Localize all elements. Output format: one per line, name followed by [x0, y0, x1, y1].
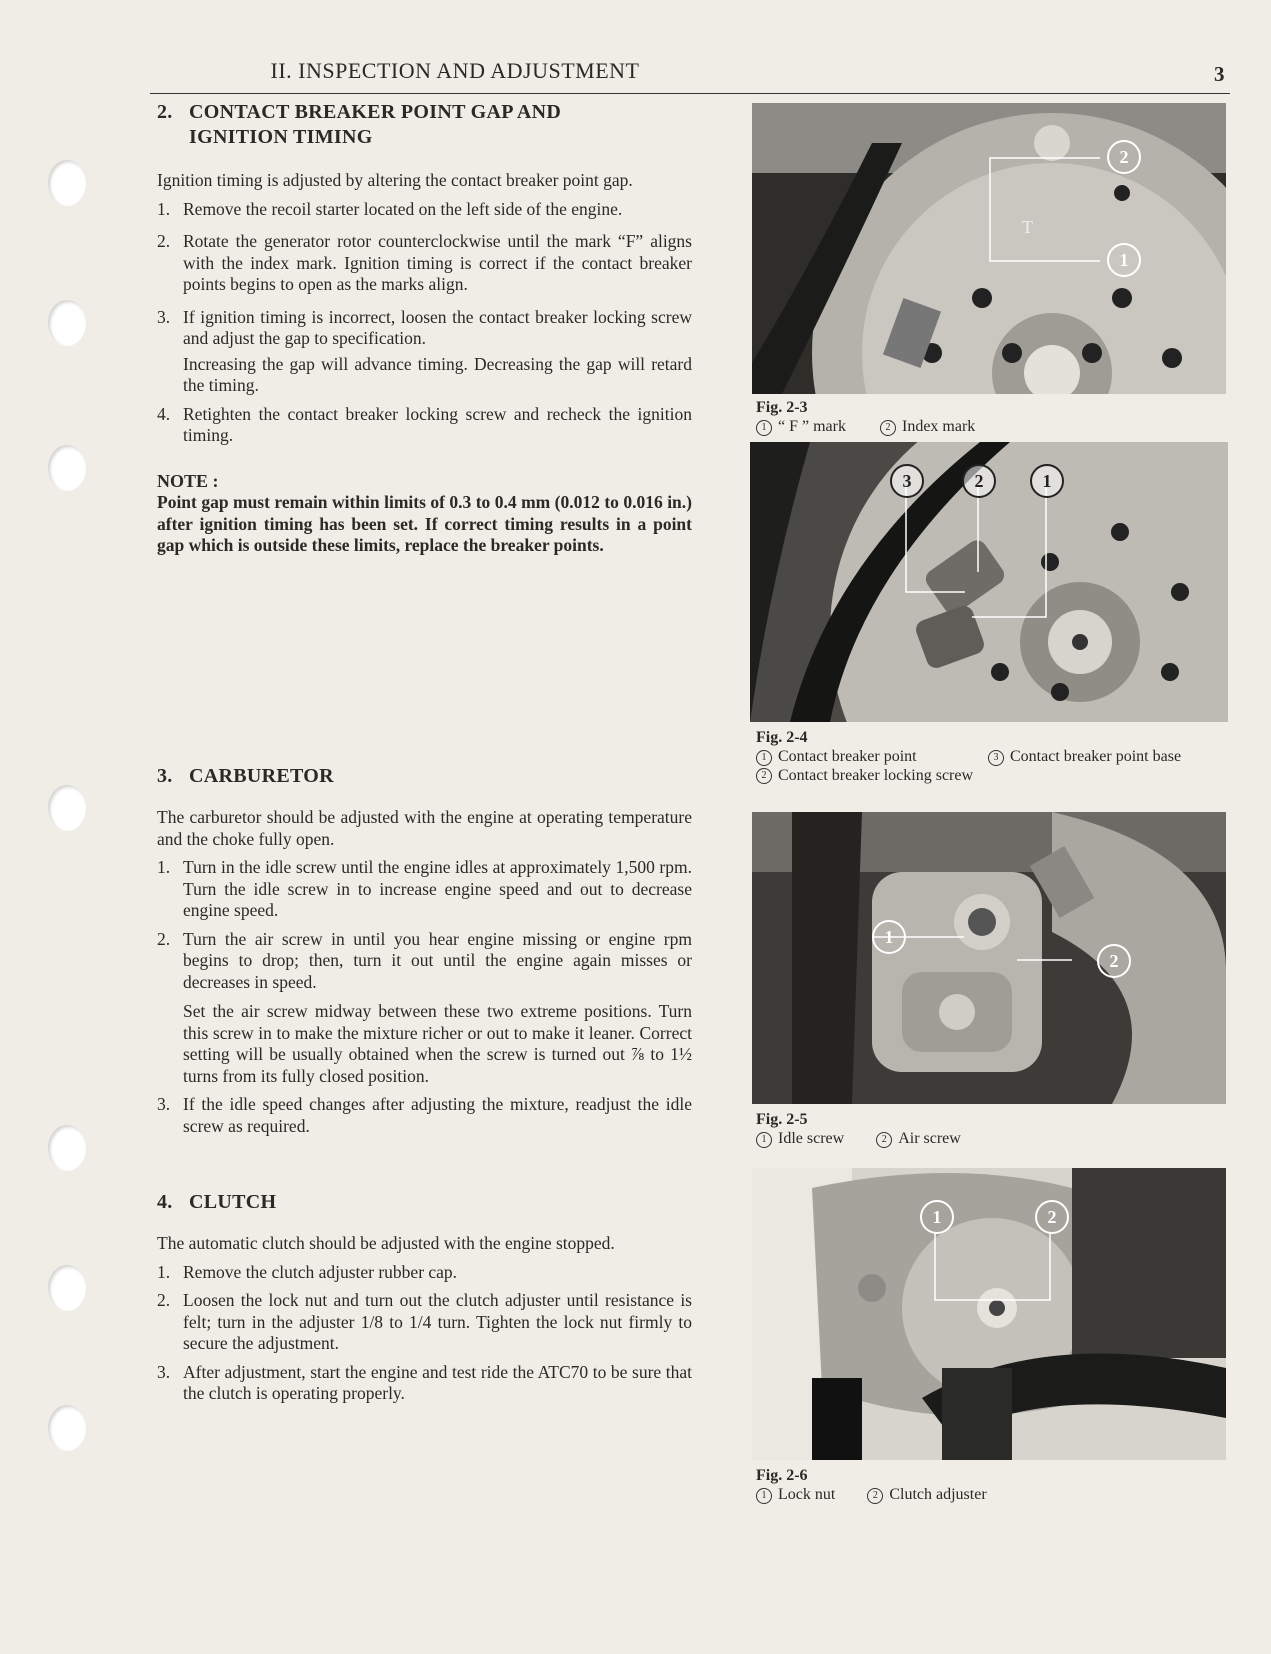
list-item: 3. If the idle speed changes after adjusting the mixture, readjust the idle screw as required.: [157, 1094, 692, 1136]
callout-marker: 2: [962, 464, 996, 498]
list-item: 2. Loosen the lock nut and turn out the clutch adjuster until resistance is felt; turn in the adjuster 1/8 to 1/4 turn. Tighten the lock nut firmly to secure the adjustment.: [157, 1290, 692, 1353]
step-list: [157, 857, 692, 1137]
figure-2-3-photo: [752, 103, 1226, 394]
svg-text:T: T: [1022, 217, 1033, 237]
callout-marker: 1: [872, 920, 906, 954]
step-list: [157, 1262, 692, 1405]
note-title: NOTE :: [157, 470, 219, 491]
binder-hole: [48, 1405, 86, 1451]
callout-marker: 2: [1097, 944, 1131, 978]
step-list: [157, 199, 692, 447]
figure-2-5-photo: [752, 812, 1226, 1104]
section-intro: Ignition timing is adjusted by altering the contact breaker point gap.: [157, 170, 633, 190]
section-title: 2. CONTACT BREAKER POINT GAP AND IGNITION TIMING: [157, 101, 562, 148]
list-item: 1. Remove the recoil starter located on the left side of the engine.: [157, 198, 623, 219]
list-item: 4. Retighten the contact breaker locking screw and recheck the ignition timing.: [157, 403, 692, 445]
callout-marker: 1: [1030, 464, 1064, 498]
list-item: 1. Remove the clutch adjuster rubber cap.: [157, 1261, 458, 1282]
section-ignition: [157, 100, 692, 557]
section-title: 3. CARBURETOR: [157, 765, 334, 787]
page-number: 3: [1214, 62, 1225, 86]
binder-hole: [48, 160, 86, 206]
figure-2-6-photo: [752, 1168, 1226, 1460]
page-header-title: II. INSPECTION AND ADJUSTMENT: [270, 58, 640, 83]
binder-hole: [48, 1125, 86, 1171]
list-item: 3. After adjustment, start the engine and test ride the ATC70 to be sure that the clutch is operating properly.: [157, 1361, 692, 1403]
callout-marker: 1: [920, 1200, 954, 1234]
section-intro: The automatic clutch should be adjusted with the engine stopped.: [157, 1233, 615, 1253]
binder-hole: [48, 785, 86, 831]
callout-marker: 1: [1107, 243, 1141, 277]
figure-2-5-caption: Fig. 2-5 1 Idle screw 2 Air screw: [756, 1111, 961, 1147]
figure-2-4-photo: [750, 442, 1228, 722]
figure-2-6-caption: Fig. 2-6 1 Lock nut 2 Clutch adjuster: [756, 1467, 987, 1503]
figure-2-3-caption: Fig. 2-3 1 “ F ” mark 2 Index mark: [756, 399, 976, 435]
section-intro: The carburetor should be adjusted with the engine at operating temperature and the choke fully open.: [157, 807, 692, 849]
binder-hole: [48, 1265, 86, 1311]
list-item: 2. Turn the air screw in until you hear engine missing or engine rpm begins to drop; then, turn it out until the engine again misses or decreases in speed. Set the air screw midway between these two extreme positions. Turn this screw in to make the mixture richer or out to make it leaner. Correct setting will be usually obtained when the screw is turned out ⅞ to 1½ turns from its fully closed position.: [157, 928, 692, 1086]
note-body: Point gap must remain within limits of 0.3 to 0.4 mm (0.012 to 0.016 in.) after ignition timing has been set. If correct timing results in a point gap which is outside these limits, replace the breaker points.: [157, 492, 692, 555]
list-item: 3. If ignition timing is incorrect, loosen the contact breaker locking screw and adjust the gap to specification. Increasing the gap will advance timing. Decreasing the gap will retard the timing.: [157, 306, 692, 395]
section-clutch: [157, 1190, 692, 1405]
header-rule: [150, 93, 1230, 94]
binder-hole: [48, 445, 86, 491]
callout-marker: 3: [890, 464, 924, 498]
list-item: 2. Rotate the generator rotor counterclockwise until the mark “F” aligns with the index mark. Ignition timing is correct if the contact breaker points begins to open as the marks align.: [157, 231, 692, 294]
callout-marker: 2: [1035, 1200, 1069, 1234]
binder-hole: [48, 300, 86, 346]
section-carburetor: [157, 764, 692, 1137]
callout-marker: 2: [1107, 140, 1141, 174]
section-title: 4. CLUTCH: [157, 1191, 277, 1213]
figure-2-4-caption: Fig. 2-4 1 Contact breaker point 2 Contact breaker locking screw 3 Contact breaker point base: [756, 729, 1182, 784]
list-item: 1. Turn in the idle screw until the engine idles at approximately 1,500 rpm. Turn the idle screw in to increase engine speed and out to decrease engine speed.: [157, 857, 692, 920]
